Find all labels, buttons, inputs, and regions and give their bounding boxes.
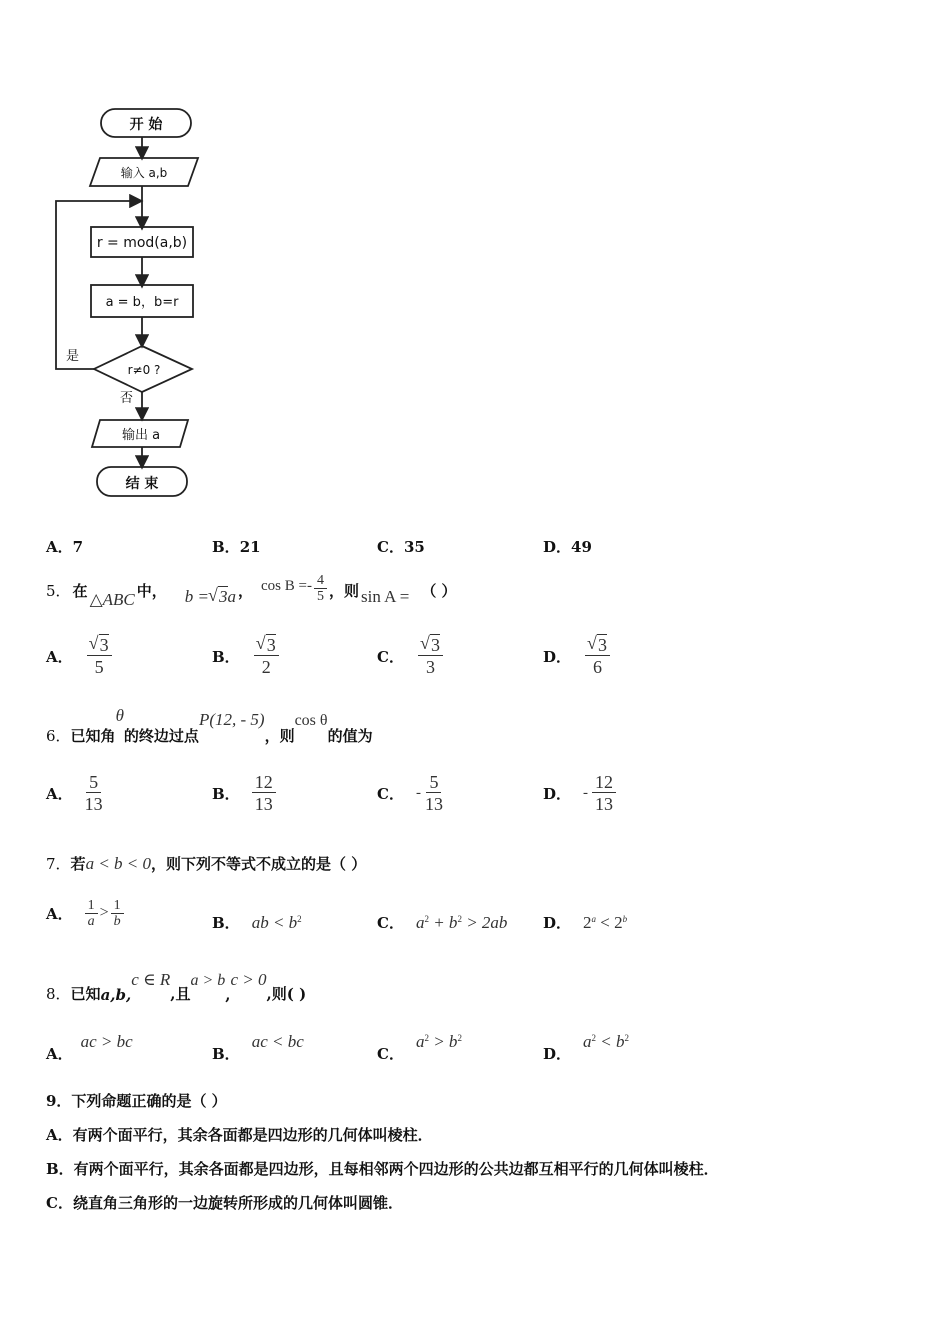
q4-option-b[interactable]: B．21 <box>212 538 261 556</box>
decision-label: r≠0 ? <box>127 363 161 377</box>
q6-option-b[interactable]: B． $\frac{12}{13}$ <box>212 766 276 820</box>
q5-option-a[interactable]: A． √ $\frac{3}{5}$ <box>46 628 112 684</box>
no-label: 否 <box>120 391 134 406</box>
flowchart <box>40 100 210 510</box>
q8-option-a[interactable]: A． ac > bc <box>46 1032 133 1063</box>
q7-option-b[interactable]: B． ab < $b^2$ <box>212 913 302 932</box>
output-label: 输出 a <box>121 428 161 443</box>
q6-stem: 6． 已知角 θ 的终边过点 P(12, - 5) ，则 cos θ 的值为 <box>46 706 373 745</box>
q7-stem: 7．若a < b < 0，则下列不等式不成立的是（ ） <box>46 854 367 873</box>
q9-option-c[interactable]: C．绕直角三角形的一边旋转所形成的几何体叫圆锥． <box>46 1194 403 1212</box>
q5-option-c[interactable]: C． √ $\frac{3}{3}$ <box>377 628 443 684</box>
q5-option-b[interactable]: B． √ $\frac{3}{2}$ <box>212 628 279 684</box>
q7-option-d[interactable]: D． $2^a < 2^b$ <box>543 913 628 932</box>
q4-option-d[interactable]: D．49 <box>543 538 592 556</box>
q5-option-d[interactable]: D． √ $\frac{3}{6}$ <box>543 628 610 684</box>
q6-option-a[interactable]: A． $\frac{5}{13}$ <box>46 771 103 814</box>
q4-option-c[interactable]: C．35 <box>377 538 425 556</box>
q6-option-c[interactable]: C． - $\frac{5}{13}$ <box>377 771 443 814</box>
assign-label: a = b，b=r <box>105 295 179 310</box>
q7-option-a[interactable]: A． $\frac{1}{a}$ > $\frac{1}{b}$ <box>46 886 124 940</box>
q9-option-a[interactable]: A．有两个面平行，其余各面都是四边形的几何体叫棱柱． <box>46 1126 433 1144</box>
q8-option-c[interactable]: C． $a^2 > b^2$ <box>377 1032 462 1063</box>
q9-option-b[interactable]: B．有两个面平行，其余各面都是四边形，且每相邻两个四边形的公共边都互相平行的几何体叫棱柱． <box>46 1160 719 1178</box>
q7-option-c[interactable]: C． $a^2 + b^2 > 2ab$ <box>377 913 508 932</box>
mod-label: r = mod(a,b) <box>96 235 188 251</box>
q8-stem: 8． 已知 a,b, c ∈ R ,且 a > b , c > 0 ,则( ) <box>46 970 307 1004</box>
q8-option-d[interactable]: D． $a^2 < b^2$ <box>543 1032 629 1063</box>
end-label: 结 束 <box>125 476 159 492</box>
yes-label: 是 <box>66 349 80 364</box>
q8-option-b[interactable]: B． ac < bc <box>212 1032 304 1063</box>
q4-option-a[interactable]: A．7 <box>46 538 84 556</box>
start-label: 开 始 <box>129 117 163 133</box>
q6-option-d[interactable]: D． - $\frac{12}{13}$ <box>543 766 616 820</box>
q5-stem: 5． 在 △ABC 中， b =√ 3a ， cos B =- $\frac{4}{5}$ ，则 sin A = （ ） <box>46 568 457 612</box>
q9-stem: 9．下列命题正确的是（ ） <box>46 1092 227 1110</box>
input-label: 输入 a,b <box>120 166 168 180</box>
